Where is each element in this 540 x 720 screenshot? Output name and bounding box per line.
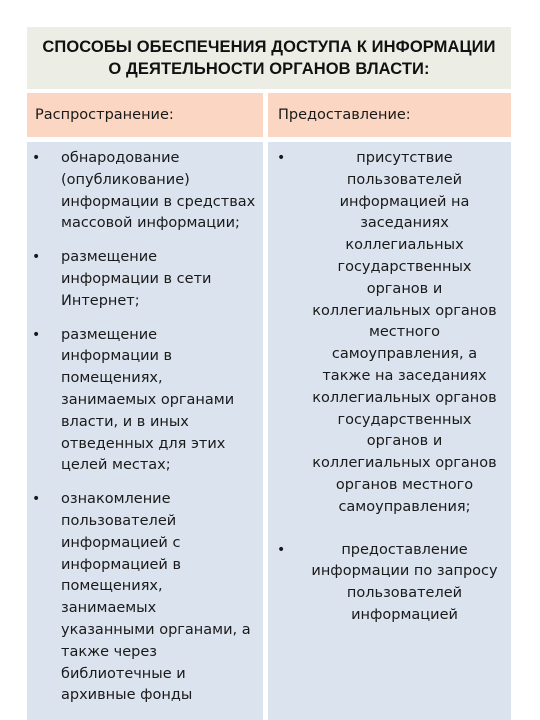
- list-item-text-line: информации в: [61, 348, 173, 365]
- list-item-text-line: коллегиальных органов: [312, 455, 497, 472]
- page-title-line-2: О ДЕЯТЕЛЬНОСТИ ОРГАНОВ ВЛАСТИ:: [108, 60, 430, 78]
- list-item-text-line: коллегиальных: [345, 237, 464, 254]
- list-item-text-line: пользователей: [61, 512, 177, 529]
- list-item: [268, 148, 511, 519]
- list-item: [268, 540, 511, 627]
- list-item-text-line: занимаемых органами: [61, 391, 235, 408]
- list-item-text-line: массовой информации;: [61, 215, 240, 232]
- list-item-text-line: органов и: [366, 280, 443, 297]
- list-item-text-line: пользователей: [346, 171, 463, 188]
- list-item-text-line: самоуправления, а: [331, 346, 478, 363]
- list-item-text-line: информацией с: [61, 534, 181, 551]
- list-item: [27, 325, 263, 478]
- list-item-text-line: самоуправления;: [338, 498, 471, 515]
- list-item-text-line: ознакомление: [61, 491, 171, 508]
- column-body-distribution: [27, 142, 263, 720]
- list-item-text-line: пользователей: [346, 585, 463, 602]
- list-item-text-line: информации по запросу: [311, 563, 498, 580]
- bullet-icon: •: [277, 150, 286, 166]
- title-box: [27, 27, 511, 91]
- list-item-text-line: обнародование: [61, 150, 180, 166]
- list-item-text-line: размещение: [61, 326, 158, 343]
- bullet-icon: •: [32, 326, 41, 343]
- list-item-text-line: помещениях,: [61, 578, 163, 595]
- list-item-text-line: целей местах;: [61, 457, 171, 474]
- bullet-icon: •: [277, 541, 286, 558]
- list-item-text-line: также через: [61, 643, 158, 660]
- list-item-text-line: информации в средствах: [61, 193, 256, 210]
- list-item-text-line: предоставление: [341, 541, 468, 558]
- list-item: [27, 489, 263, 707]
- list-item-text-line: местного: [368, 324, 441, 341]
- list-item-text-line: (опубликование): [61, 171, 190, 188]
- list-item-text-line: коллегиальных органов: [312, 389, 497, 406]
- page-title: [42, 36, 495, 80]
- list-item-text-line: власти, и в иных: [61, 413, 189, 430]
- list-item-text-line: библиотечные и: [61, 665, 186, 682]
- page-title-line-1: СПОСОБЫ ОБЕСПЕЧЕНИЯ ДОСТУПА К ИНФОРМАЦИИ: [42, 38, 496, 56]
- list-item: [27, 247, 263, 312]
- list-item-text-line: заседаниях: [360, 215, 449, 232]
- bullet-icon: •: [32, 491, 41, 508]
- column-header-distribution: [27, 93, 263, 137]
- bullet-icon: •: [32, 150, 41, 166]
- column-header-distribution-label: Распространение:: [35, 107, 174, 123]
- list-item-text-line: указанными органами, а: [61, 621, 251, 638]
- column-body-provision: [268, 142, 511, 720]
- list-item-text-line: государственных: [337, 411, 472, 428]
- list-item-text-line: размещение: [61, 249, 158, 266]
- provision-list: [268, 142, 511, 627]
- list-item-text-line: органов местного: [335, 476, 474, 493]
- list-item-text-line: занимаемых: [61, 600, 157, 617]
- list-item-text-line: коллегиальных органов: [312, 302, 497, 319]
- list-item-text-line: информацией в: [61, 556, 181, 573]
- list-item-text-line: органов и: [366, 433, 443, 450]
- list-item-text-line: информацией: [351, 606, 458, 623]
- list-item-text-line: архивные фонды: [61, 687, 193, 704]
- list-item-text-line: информацией на: [339, 193, 470, 210]
- distribution-list: [27, 142, 263, 707]
- column-header-provision: [268, 93, 511, 137]
- bullet-icon: •: [32, 249, 41, 266]
- list-item-text-line: отведенных для этих: [61, 435, 226, 452]
- list-item-text-line: Интернет;: [61, 292, 140, 309]
- list-item-text-line: помещениях,: [61, 370, 163, 387]
- list-item-text-line: государственных: [337, 258, 472, 275]
- column-header-provision-label: Предоставление:: [278, 107, 411, 123]
- list-item: [27, 148, 263, 235]
- list-item-text-line: также на заседаниях: [322, 367, 487, 384]
- list-item-text-line: информации в сети: [61, 270, 212, 287]
- list-item-text-line: присутствие: [356, 150, 453, 166]
